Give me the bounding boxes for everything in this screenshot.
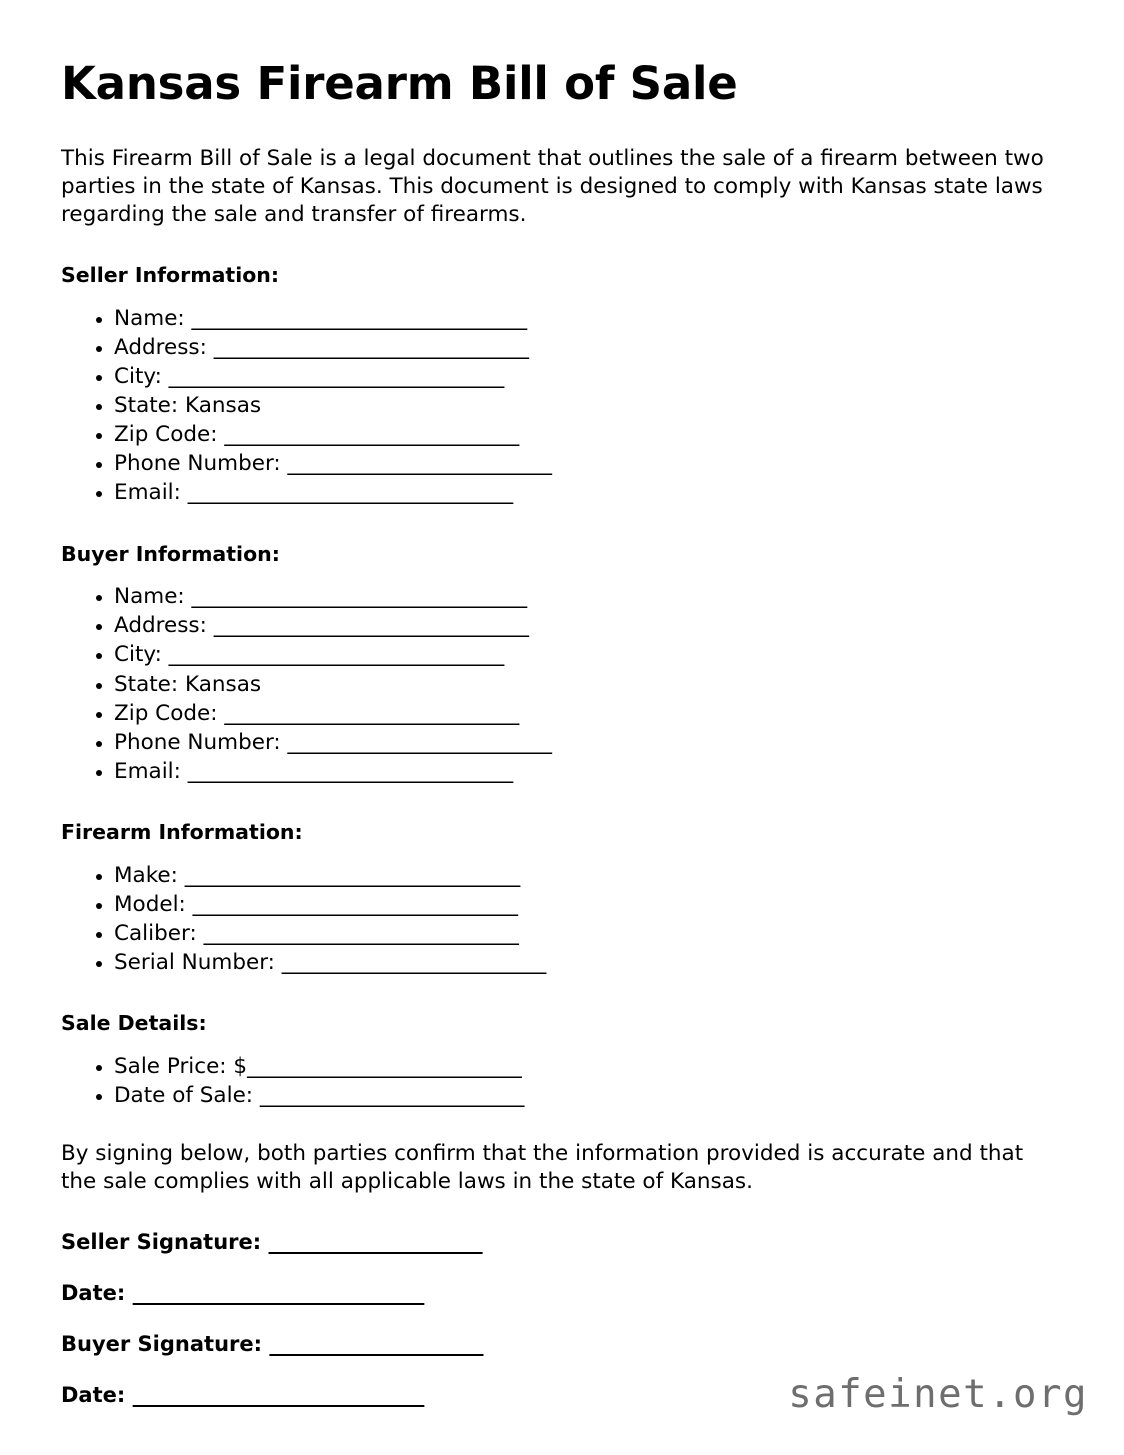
buyer-field-list [61,582,1052,786]
field-label: Serial Number: [114,949,282,975]
field-blank-line[interactable]: __________________________ [287,729,552,755]
field-label: Sale Price: $ [114,1053,248,1079]
sale-details-field-list [61,1052,1052,1110]
field-label: Make: [114,862,185,888]
seller-section-heading: Seller Information: [61,263,280,288]
field-label: City: [114,363,169,389]
field-blank-line[interactable]: ________________________________ [187,480,513,506]
site-watermark: safeinet.org [788,1372,1088,1417]
signature-label: Seller Signature: [61,1229,269,1254]
sale-details-section [61,1011,1052,1110]
field-blank-line[interactable]: ________________________________ [192,891,518,917]
field-seller-address [61,333,1052,362]
field-label: City: [114,642,169,668]
page-title: Kansas Firearm Bill of Sale [61,57,738,110]
field-firearm-serial-number [61,948,1052,977]
signature-label: Date: [61,1383,133,1408]
field-label: Name: [114,305,192,331]
intro-paragraph: This Firearm Bill of Sale is a legal document that outlines the sale of a firearm between two parties in the state of Kansas. This document is designed to comply with Kansas state laws regarding the sale and transfer of firearms. [61,146,1044,228]
field-sale-price [61,1052,1052,1081]
field-blank-line[interactable]: _________________________________ [184,862,520,888]
field-seller-name [61,304,1052,333]
field-blank-line[interactable]: _________________________________ [168,363,504,389]
field-blank-line[interactable]: __________________________ [281,949,546,975]
field-label: State: Kansas [114,393,262,419]
field-blank-line[interactable]: ___________________________ [247,1053,522,1079]
field-buyer-email [61,757,1052,786]
signature-blank-line[interactable]: ______________________ [269,1332,483,1357]
field-label: Zip Code: [114,700,225,726]
field-label: Phone Number: [114,729,288,755]
field-buyer-name [61,582,1052,611]
field-buyer-city [61,640,1052,669]
field-label: Zip Code: [114,422,225,448]
field-buyer-state [61,670,1052,699]
seller-field-list [61,304,1052,508]
signature-blank-line[interactable]: ______________________________ [132,1383,424,1408]
field-seller-state [61,391,1052,420]
field-blank-line[interactable]: _____________________________ [224,700,519,726]
field-blank-line[interactable]: _________________________________ [191,305,527,331]
field-blank-line[interactable]: _______________________________ [203,920,519,946]
signature-blank-line[interactable]: ______________________ [268,1229,482,1254]
seller-section [61,263,1052,507]
intro-paragraph-wrap [61,145,1052,229]
field-buyer-address [61,611,1052,640]
field-label: Caliber: [114,920,204,946]
field-buyer-phone [61,728,1052,757]
field-seller-email [61,478,1052,507]
buyer-section-heading: Buyer Information: [61,541,280,566]
field-blank-line[interactable]: _________________________________ [191,584,527,610]
firearm-field-list [61,861,1052,978]
field-blank-line[interactable]: __________________________ [259,1082,524,1108]
field-label: Email: [114,758,188,784]
field-seller-zip [61,420,1052,449]
field-label: Email: [114,480,188,506]
field-blank-line[interactable]: ________________________________ [187,758,513,784]
field-firearm-make [61,861,1052,890]
field-label: Address: [114,334,214,360]
sale-details-section-heading: Sale Details: [61,1011,207,1036]
field-label: Name: [114,584,192,610]
field-buyer-zip [61,699,1052,728]
field-firearm-model [61,890,1052,919]
buyer-section [61,542,1052,786]
field-blank-line[interactable]: _____________________________ [224,422,519,448]
field-blank-line[interactable]: _______________________________ [213,334,529,360]
field-seller-city [61,362,1052,391]
field-blank-line[interactable]: _______________________________ [213,613,529,639]
field-label: Date of Sale: [114,1082,260,1108]
field-seller-phone [61,449,1052,478]
closing-paragraph-wrap [61,1140,1052,1196]
firearm-section-heading: Firearm Information: [61,820,303,844]
field-blank-line[interactable]: _________________________________ [168,642,504,668]
field-date-of-sale [61,1081,1052,1110]
firearm-section [61,820,1052,977]
seller-date-line [61,1281,1052,1306]
field-label: Address: [114,613,214,639]
field-firearm-caliber [61,919,1052,948]
field-label: Model: [114,891,193,917]
field-label: Phone Number: [114,451,288,477]
closing-paragraph: By signing below, both parties confirm that the information provided is accurate and that the sale complies with all applicable laws in the state of Kansas. [61,1140,1024,1194]
seller-signature-line [61,1230,1052,1255]
field-blank-line[interactable]: __________________________ [287,451,552,477]
signature-label: Buyer Signature: [61,1332,270,1357]
signature-label: Date: [61,1281,133,1305]
signature-blank-line[interactable]: ______________________________ [132,1281,424,1305]
field-label: State: Kansas [114,671,262,697]
buyer-signature-line [61,1332,1052,1357]
